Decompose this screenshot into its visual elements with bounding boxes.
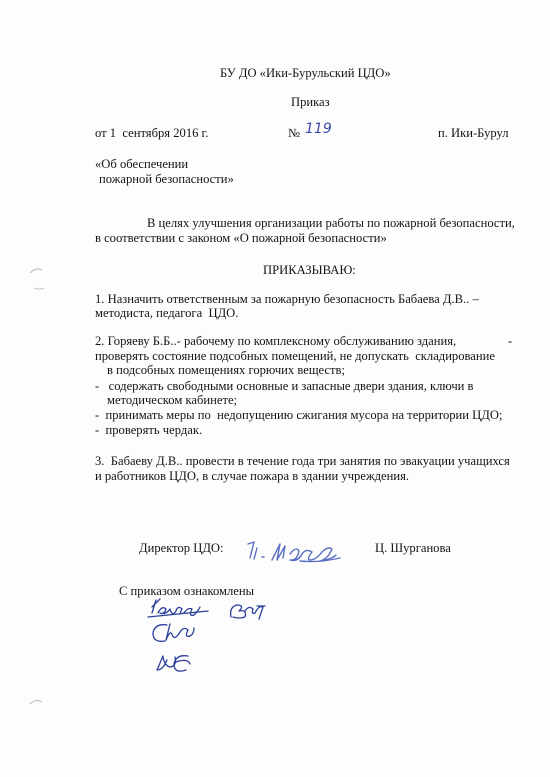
director-signature xyxy=(248,542,340,562)
order-number-handwritten: 119 xyxy=(305,121,332,137)
item-2-line-1: 2. Горяеву Б.Б..- рабочему по комплексному обслуживанию здания, xyxy=(95,334,457,348)
order-number-label: № xyxy=(288,126,301,140)
acquaintance-label: С приказом ознакомлены xyxy=(119,584,255,598)
item-3-line-1: 3. Бабаеву Д.В.. провести в течение года три занятия по эвакуации учащихся xyxy=(95,454,510,468)
staff-signature-3 xyxy=(153,624,194,641)
staff-signature-1 xyxy=(148,599,208,617)
item-2-line-6: - принимать меры по недопущению сжигания мусора на территории ЦДО; xyxy=(95,408,503,422)
item-2-line-3: в подсобных помещениях горючих веществ; xyxy=(107,363,345,377)
item-3-line-2: и работников ЦДО, в случае пожара в здании учреждения. xyxy=(95,469,410,483)
scan-mark xyxy=(34,288,44,289)
organization-name: БУ ДО «Ики-Бурульский ЦДО» xyxy=(220,66,391,80)
order-place: п. Ики-Бурул xyxy=(438,126,509,140)
subject-line-2: пожарной безопасности» xyxy=(99,172,234,186)
staff-signature-4 xyxy=(157,656,190,671)
item-2-line-2: проверять состояние подсобных помещений, не допускать складирование xyxy=(95,349,495,363)
order-word: ПРИКАЗЫВАЮ: xyxy=(263,263,356,277)
item-2-line-5: методическом кабинете; xyxy=(107,393,238,407)
scan-mark xyxy=(30,269,42,273)
document-type-title: Приказ xyxy=(291,95,330,109)
item-1-line-1: 1. Назначить ответственным за пожарную безопасность Бабаева Д.В.. – xyxy=(95,292,479,306)
scan-mark xyxy=(30,700,42,704)
staff-signature-2 xyxy=(231,605,265,619)
item-1-line-2: методиста, педагога ЦДО. xyxy=(95,306,239,320)
subject-line-1: «Об обеспечении xyxy=(95,157,189,171)
item-2-line-7: - проверять чердак. xyxy=(95,423,203,437)
preamble-line-1: В целях улучшения организации работы по пожарной безопасности, xyxy=(147,216,515,230)
signature-title: Директор ЦДО: xyxy=(139,541,224,555)
item-2-trailing-dash: - xyxy=(508,334,513,348)
item-2-line-4: - содержать свободными основные и запасные двери здания, ключи в xyxy=(95,379,474,393)
preamble-line-2: в соответствии с законом «О пожарной безопасности» xyxy=(95,231,387,245)
signature-name: Ц. Шурганова xyxy=(375,541,451,555)
order-date: от 1 сентября 2016 г. xyxy=(95,126,209,140)
